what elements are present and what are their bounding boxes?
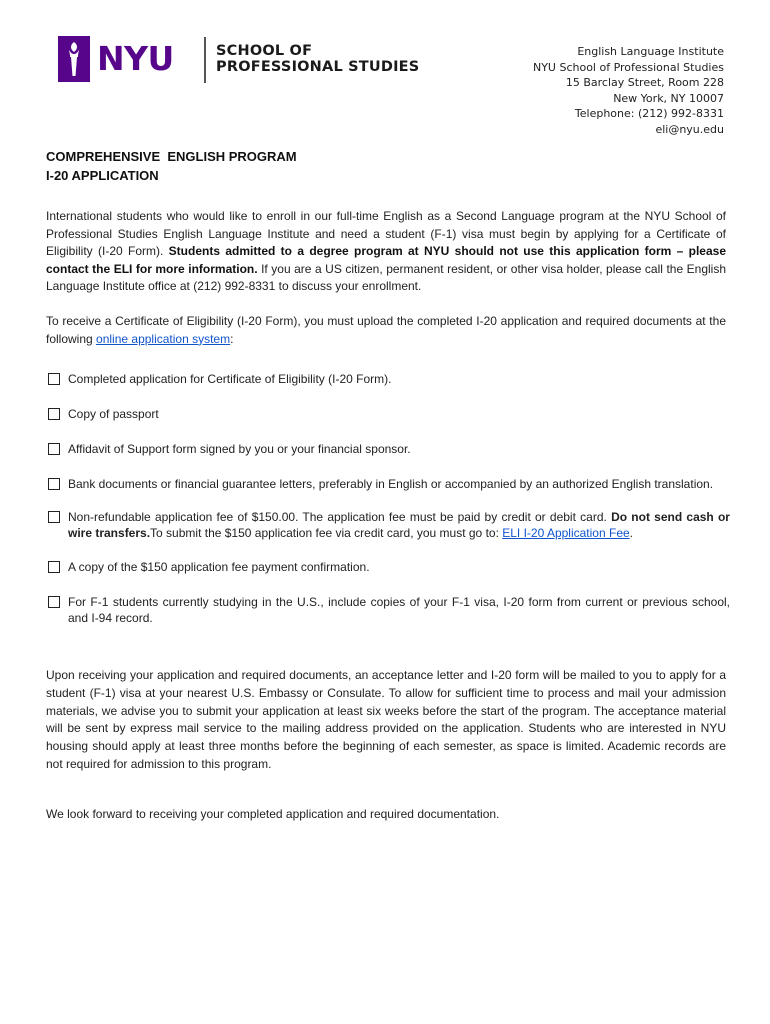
checklist-item	[46, 407, 730, 423]
checklist-item-suffix: .	[629, 525, 634, 540]
title-line1: COMPREHENSIVE ENGLISH PROGRAM	[46, 149, 297, 164]
nyu-torch-logo-icon	[58, 36, 90, 82]
checklist-item	[46, 595, 730, 626]
checklist-item-text: Bank documents or financial guarantee letters, preferably in English or accompanied by an authorized English translation.	[68, 477, 714, 491]
eli-i20-fee-link[interactable]: ELI I-20 Application Fee	[502, 525, 630, 540]
title-line2: I-20 APPLICATION	[46, 168, 159, 183]
address-line: NYU School of Professional Studies	[532, 60, 724, 74]
address-line: New York, NY 10007	[613, 91, 724, 105]
document-title	[46, 147, 297, 185]
checklist-item	[46, 442, 730, 458]
checkbox[interactable]	[48, 561, 60, 573]
checklist-item	[46, 372, 730, 388]
checklist-item-text: To submit the $150 application fee via credit card, you must go to:	[150, 525, 503, 540]
contact-address	[533, 44, 724, 138]
checklist-item	[46, 477, 730, 493]
checkbox[interactable]	[48, 443, 60, 455]
address-telephone: Telephone: (212) 992-8331	[574, 107, 724, 121]
school-name-line2: PROFESSIONAL STUDIES	[216, 59, 420, 75]
intro-bold-notice: Students admitted to a degree program at NYU should not use this application form – please contact the ELI for more information.	[46, 244, 726, 276]
checklist-item-text: Affidavit of Support form signed by you or your financial sponsor.	[68, 442, 411, 456]
checkbox[interactable]	[48, 373, 60, 385]
checklist-item-bold: Do not send cash or wire transfers.	[68, 510, 730, 540]
online-application-link[interactable]: online application system	[96, 331, 231, 346]
nyu-logo-text: NYU	[97, 39, 174, 78]
address-line: English Language Institute	[577, 45, 724, 58]
closing-paragraph: Upon receiving your application and required documents, an acceptance letter and I-20 form will be mailed to you to apply for a student (F-1) visa at your nearest U.S. Embassy or Consulate. To allow for sufficient time to process and mail your admission materials, we advise you to submit your application at least six weeks before the start of the program. The acceptance material will be sent by express mail service to the mailing address provided on the application. Students who are interested in NYU housing should apply at least three months before the beginning of each semester, as space is limited. Academic records are not required for admission to this program.	[46, 668, 726, 771]
address-email: eli@nyu.edu	[655, 122, 724, 136]
upload-paragraph	[46, 313, 726, 348]
closing-final-line: We look forward to receiving your completed application and required documentation.	[46, 807, 500, 821]
logo-divider	[204, 37, 206, 83]
school-name-line1: SCHOOL OF	[216, 43, 313, 59]
school-name	[216, 43, 419, 75]
checklist-item-text: Completed application for Certificate of Eligibility (I-20 Form).	[68, 372, 392, 386]
intro-text-contact: If you are a US citizen, permanent resident, or other visa holder, please call the English Language Institute office at (212) 992-8331 to discuss your enrollment.	[46, 261, 726, 294]
checklist-item	[46, 560, 730, 576]
intro-text: International students who would like to enroll in our full-time English as a Second Language program at the NYU School of Professional Studies English Language Institute and need a student (F-1) visa must begin by applying for a Certificate of Eligibility (I-20 Form).	[46, 209, 726, 259]
checklist-item-text: Non-refundable application fee of $150.00. The application fee must be paid by credit or debit card.	[68, 510, 612, 524]
checkbox[interactable]	[48, 408, 60, 420]
intro-paragraph	[46, 208, 726, 296]
checklist-item-text: A copy of the $150 application fee payment confirmation.	[68, 560, 370, 574]
upload-suffix: :	[230, 331, 234, 346]
checkbox[interactable]	[48, 596, 60, 608]
checkbox[interactable]	[48, 511, 60, 523]
checkbox[interactable]	[48, 478, 60, 490]
checklist-item	[46, 510, 730, 541]
upload-text: To receive a Certificate of Eligibility (I-20 Form), you must upload the completed I-20 application and required documents at the following	[46, 314, 726, 346]
checklist-item-text: Copy of passport	[68, 407, 159, 421]
address-line: 15 Barclay Street, Room 228	[565, 76, 724, 90]
checklist-item-text: For F-1 students currently studying in the U.S., include copies of your F-1 visa, I-20 form from current or previous school, and I-94 record.	[68, 595, 730, 625]
